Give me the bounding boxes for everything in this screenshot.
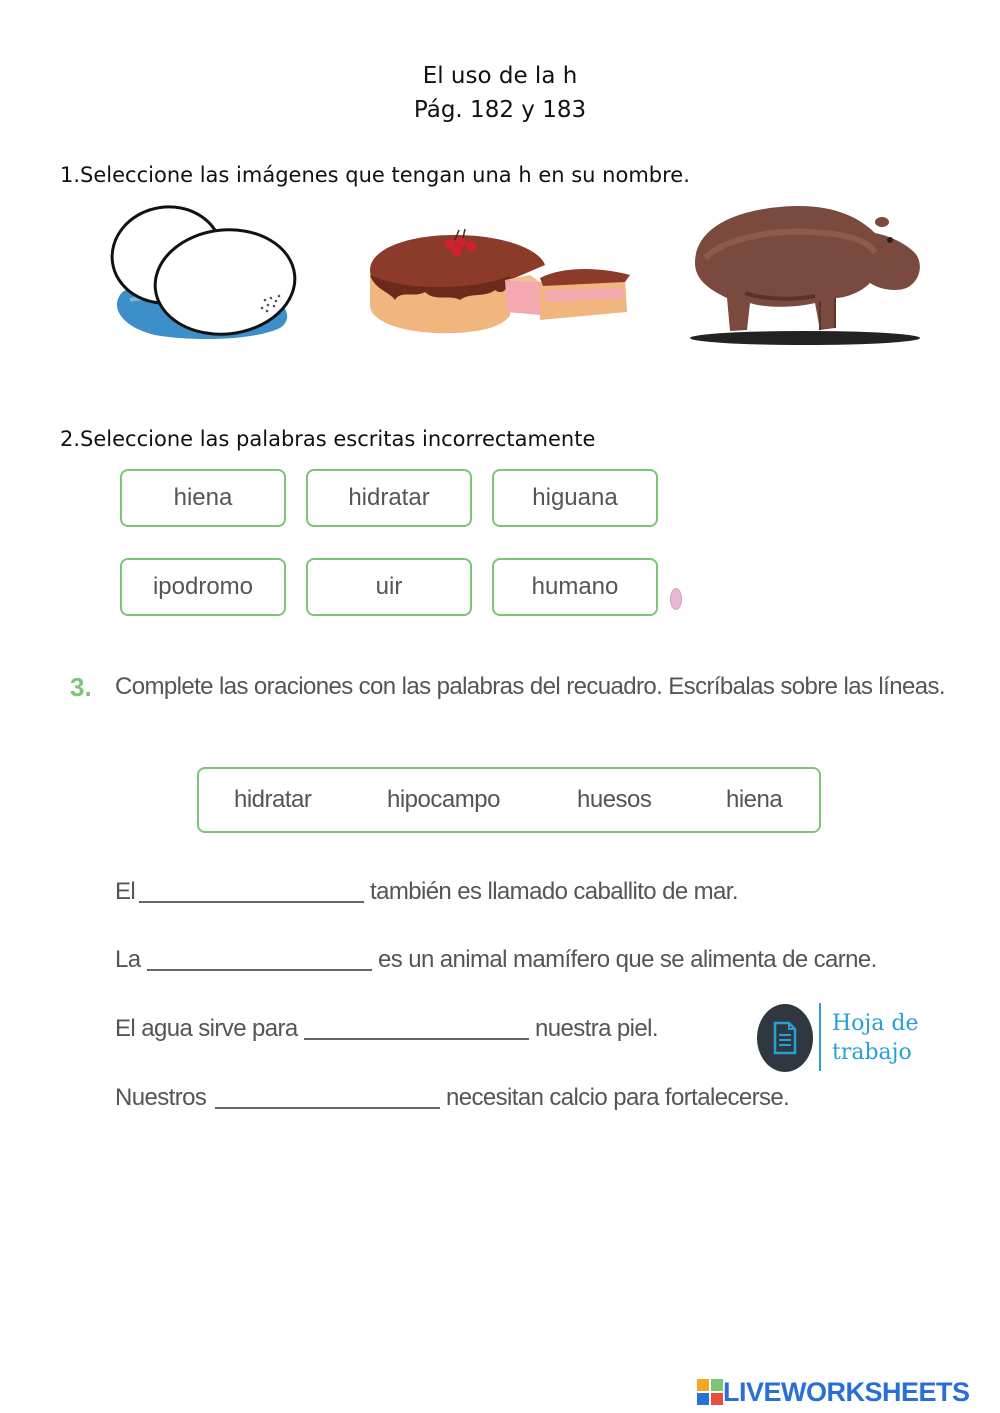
brand-name: LIVEWORKSHEETS	[723, 1376, 970, 1407]
sentence-2-blank[interactable]	[147, 969, 372, 971]
sentence-4-blank[interactable]	[215, 1107, 440, 1109]
question-2-prompt: 2.Seleccione las palabras escritas incorrectamente	[60, 427, 596, 451]
sentence-1-blank[interactable]	[139, 901, 364, 903]
sentence-3-end: nuestra piel.	[535, 1015, 658, 1042]
question-3-prompt: Complete las oraciones con las palabras del recuadro. Escríbalas sobre las líneas.	[115, 673, 945, 700]
word-bank-item: huesos	[577, 786, 652, 813]
worksheet-title: El uso de la h	[422, 63, 578, 89]
word-option-humano[interactable]: humano	[492, 558, 658, 616]
question-3-number: 3.	[70, 672, 92, 702]
sentence-2-end: es un animal mamífero que se alimenta de carne.	[378, 946, 877, 973]
word-option-higuana[interactable]: higuana	[492, 469, 658, 527]
cake-image[interactable]	[355, 220, 635, 340]
word-option-hidratar[interactable]: hidratar	[306, 469, 472, 527]
document-icon	[757, 1004, 813, 1072]
liveworksheets-brand[interactable]	[697, 1378, 970, 1406]
sentence-3-start: El agua sirve para	[115, 1015, 298, 1042]
word-bank-item: hipocampo	[387, 786, 500, 813]
word-bank-item: hiena	[726, 786, 783, 813]
badge-line-2: trabajo	[832, 1040, 912, 1065]
decorative-dot	[670, 588, 682, 610]
word-option-ipodromo[interactable]: ipodromo	[120, 558, 286, 616]
sentence-1-start: El	[115, 878, 136, 905]
page-reference: Pág. 182 y 183	[413, 97, 587, 123]
word-bank-item: hidratar	[234, 786, 312, 813]
liveworksheets-logo-icon	[697, 1379, 723, 1405]
hippopotamus-image[interactable]	[685, 198, 930, 348]
sentence-2-start: La	[115, 946, 141, 973]
sentence-4-start: Nuestros	[115, 1084, 207, 1111]
sentence-4-end: necesitan calcio para fortalecerse.	[446, 1084, 790, 1111]
sentence-1-end: también es llamado caballito de mar.	[370, 878, 738, 905]
sentence-3-blank[interactable]	[304, 1038, 529, 1040]
worksheet-badge-label	[832, 1009, 918, 1067]
question-1-prompt: 1.Seleccione las imágenes que tengan una h en su nombre.	[60, 163, 690, 187]
word-option-uir[interactable]: uir	[306, 558, 472, 616]
badge-line-1: Hoja de	[832, 1011, 919, 1036]
word-option-hiena[interactable]: hiena	[120, 469, 286, 527]
eggs-image[interactable]	[105, 200, 305, 350]
badge-divider	[819, 1003, 821, 1071]
